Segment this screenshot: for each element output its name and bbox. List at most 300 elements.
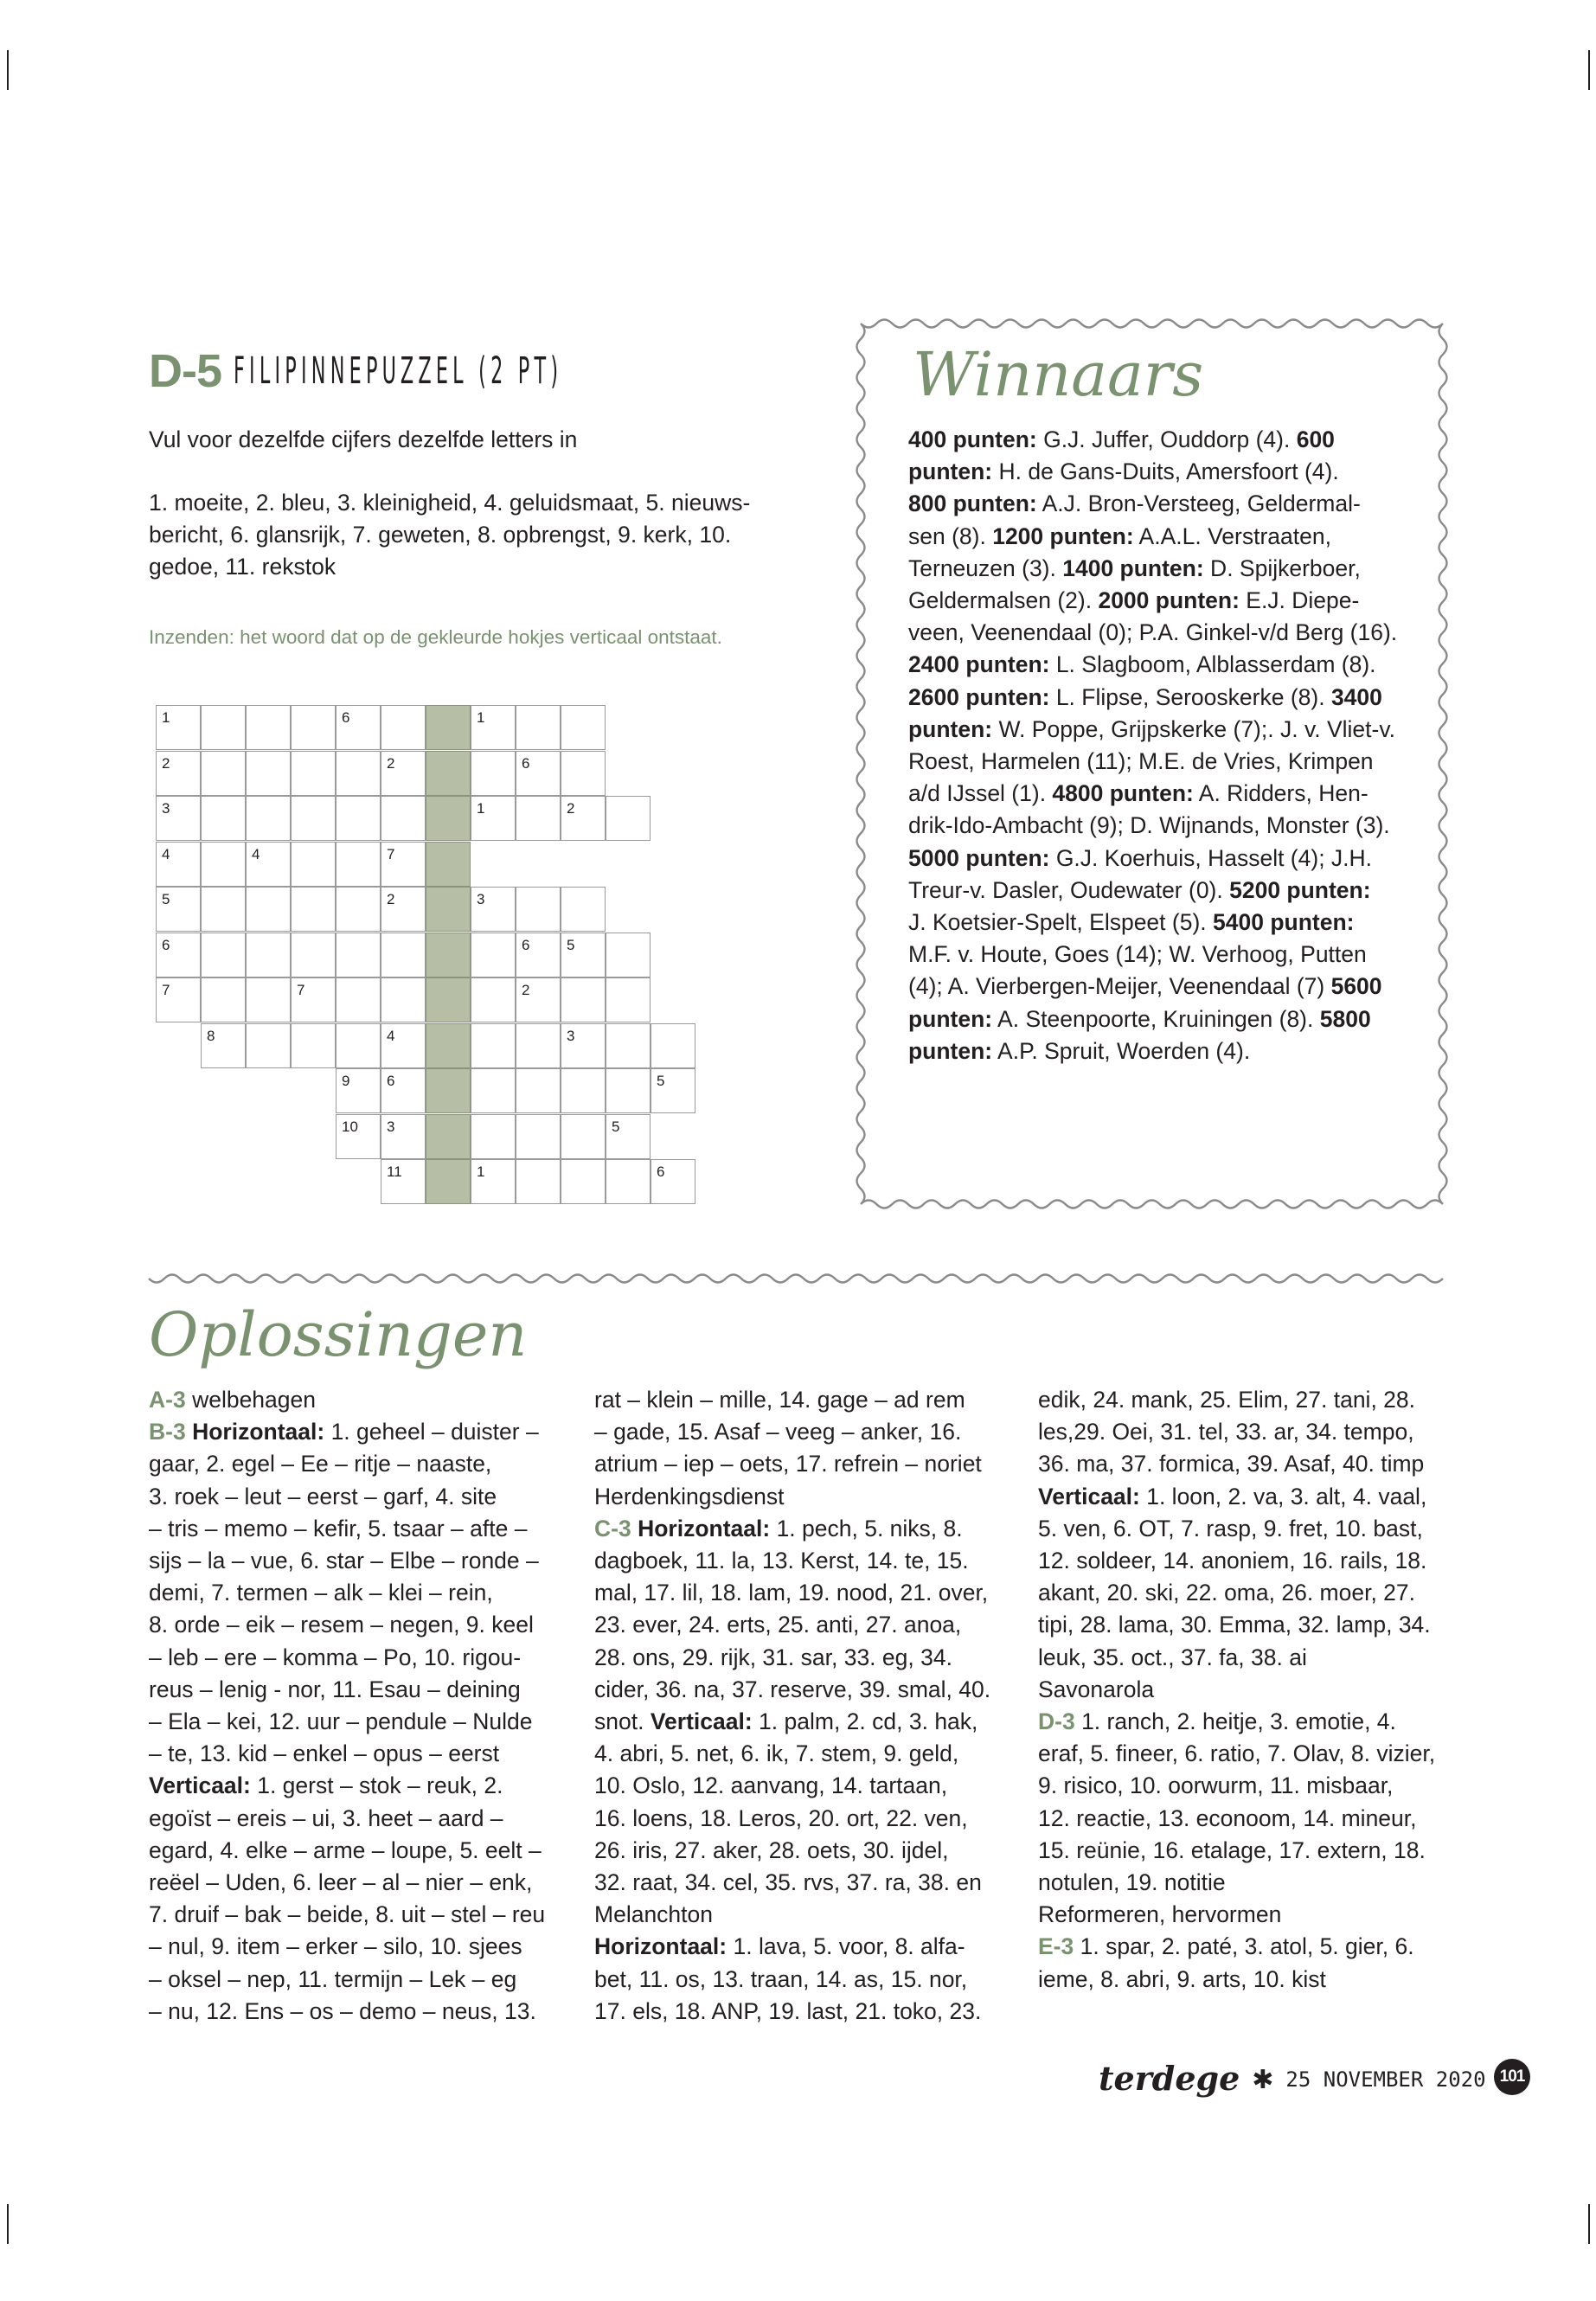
text-line [149,1996,555,2028]
text-run: 7. druif – bak – beide, 8. uit – stel – reu [149,1901,546,1928]
cell-number: 3 [387,1118,395,1135]
text-run: A.P. Spruit, Woerden (4). [992,1037,1251,1064]
text-run: atrium – iep – oets, 17. refrein – noriet [594,1451,982,1477]
grid-cell[interactable] [336,1068,381,1113]
clue-line: 1. moeite, 2. bleu, 3. kleinigheid, 4. geluidsmaat, 5. nieuws- [149,490,751,516]
grid-cell[interactable] [606,933,651,977]
text-run: drik-Ido-Ambacht (9); D. Wijnands, Monster (3). [908,812,1390,839]
text-line [908,778,1423,810]
text-line [594,1738,1005,1770]
text-run: Herdenkingsdienst [594,1483,785,1509]
text-run: 36. ma, 37. formica, 39. Asaf, 40. timp [1038,1451,1425,1477]
text-run: egard, 4. elke – arme – loupe, 5. eelt – [149,1836,542,1863]
text-run: – Ela – kei, 12. uur – pendule – Nulde [149,1708,533,1735]
text-line [1038,1609,1458,1641]
grid-cell[interactable] [246,796,291,841]
cell-number: 1 [477,1163,485,1180]
grid-cell[interactable] [561,887,606,932]
text-line [908,617,1423,649]
text-line [594,1770,1005,1802]
bold-label: 5800 [1319,1005,1371,1032]
text-line [908,810,1423,842]
winnaars-title: Winnaars [913,339,1204,410]
clue-line: bericht, 6. glansrijk, 7. geweten, 8. opbrengst, 9. kerk, 10. [149,522,732,548]
grid-cell[interactable] [336,842,381,887]
row-number: 5 [162,891,170,907]
grid-cell[interactable] [291,933,336,977]
grid-cell[interactable] [201,842,246,887]
grid-cell[interactable] [156,796,201,841]
text-line [594,1481,1005,1513]
text-line [908,714,1423,746]
text-line [594,1448,1005,1480]
grid-cell[interactable] [201,705,246,750]
grid-cell[interactable] [381,1068,426,1113]
bold-label: 5000 punten: [908,844,1050,871]
grid-cell[interactable] [336,933,381,977]
text-line [1038,1835,1458,1867]
grid-cell[interactable] [381,977,426,1022]
text-line [594,1867,1005,1899]
text-run: W. Poppe, Grijpskerke (7);. J. v. Vliet-v. [992,715,1395,742]
grid-cell[interactable] [336,1114,381,1159]
grid-cell[interactable] [516,1159,561,1204]
text-line [1038,1674,1458,1706]
text-line [594,1964,1005,1996]
grid-cell[interactable] [471,933,516,977]
text-line [594,1545,1005,1577]
grid-cell[interactable] [156,751,201,796]
text-run: tipi, 28. lama, 30. Emma, 32. lamp, 34. [1038,1612,1431,1638]
text-run: sijs – la – vue, 6. star – Elbe – ronde – [149,1548,539,1574]
text-line [908,971,1423,1003]
text-run: 16. loens, 18. Leros, 20. ort, 22. ven, [594,1804,968,1831]
text-run: sen (8). [908,522,993,549]
text-run: – leb – ere – komma – Po, 10. rigou- [149,1644,522,1670]
text-line [149,1513,555,1545]
text-run: 28. ons, 29. rijk, 31. sar, 33. eg, 34. [594,1644,952,1670]
grid-cell[interactable] [381,933,426,977]
grid-cell[interactable] [246,887,291,932]
text-line [908,1003,1423,1035]
grid-cell[interactable] [156,933,201,977]
cell-number: 2 [522,982,530,998]
bold-label: 600 [1296,426,1335,452]
text-line [908,649,1423,681]
text-run: Reformeren, hervormen [1038,1901,1282,1928]
bold-label: 3400 [1330,683,1382,710]
grid-cell[interactable] [381,842,426,887]
text-run: 10. Oslo, 12. aanvang, 14. tartaan, [594,1772,948,1799]
grid-cell-highlighted[interactable] [426,887,471,932]
grid-cell[interactable] [201,977,246,1022]
grid-cell[interactable] [471,1114,516,1159]
grid-cell[interactable] [291,751,336,796]
grid-cell[interactable] [246,842,291,887]
text-line [908,553,1423,585]
text-line [149,1964,555,1996]
bold-label: 2600 punten: [908,683,1050,710]
grid-cell[interactable] [471,1159,516,1204]
grid-cell[interactable] [201,1023,246,1068]
text-run: eraf, 5. fineer, 6. ratio, 7. Olav, 8. vizier, [1038,1740,1436,1767]
puzzle-code-label: D-3 [1038,1708,1075,1735]
grid-cell[interactable] [516,887,561,932]
brand-logo: terdege [1099,2059,1240,2098]
text-run: 17. els, 18. ANP, 19. last, 21. toko, 23. [594,1997,982,2024]
cell-number: 3 [477,891,485,907]
text-line [149,1609,555,1641]
footer [1099,2059,1486,2102]
text-run: Melanchton [594,1901,714,1928]
grid-cell[interactable] [336,705,381,750]
text-run: rat – klein – mille, 14. gage – ad rem [594,1387,965,1413]
text-line [594,1835,1005,1867]
text-line [908,1035,1423,1067]
bold-label: Horizontaal: [638,1515,771,1541]
bold-label: Verticaal: [650,1708,753,1735]
text-run: Terneuzen (3). [908,554,1063,581]
text-line [594,1931,1005,1963]
grid-cell[interactable] [516,977,561,1022]
bold-label: 1200 punten: [992,522,1134,549]
text-run: egoïst – ereis – ui, 3. heet – aard – [149,1804,503,1831]
cell-number: 4 [387,1027,395,1044]
grid-cell[interactable] [561,1068,606,1113]
text-line [149,1384,555,1416]
grid-cell-highlighted[interactable] [426,977,471,1022]
text-run: – te, 13. kid – enkel – opus – eerst [149,1740,500,1767]
cell-number: 5 [657,1073,665,1089]
row-number: 3 [162,800,170,817]
text-line [908,746,1423,778]
grid-cell[interactable] [471,887,516,932]
text-line [594,1513,1005,1545]
grid-cell[interactable] [201,933,246,977]
winnaars-list [908,424,1423,1067]
grid-cell-highlighted[interactable] [426,842,471,887]
text-run: Treur-v. Dasler, Oudewater (0). [908,876,1230,903]
cell-number: 4 [252,845,260,862]
text-line [1038,1803,1458,1835]
text-run: 12. reactie, 13. econoom, 14. mineur, [1038,1804,1417,1831]
text-run: snot. [594,1708,651,1735]
grid-cell[interactable] [606,1159,651,1204]
crop-mark-top-left [7,50,9,90]
text-run: – tris – memo – kefir, 5. tsaar – afte – [149,1515,528,1541]
puzzle-code-label: A-3 [149,1387,186,1413]
grid-cell[interactable] [516,796,561,841]
text-run: 8. orde – eik – resem – negen, 9. keel [149,1612,534,1638]
grid-cell[interactable] [606,796,651,841]
text-line [594,1642,1005,1674]
text-line [149,1803,555,1835]
cell-number: 6 [522,754,530,772]
row-number: 8 [207,1027,215,1044]
text-line [1038,1513,1458,1545]
grid-cell[interactable] [471,796,516,841]
grid-cell[interactable] [561,751,606,796]
text-line [149,1770,555,1802]
grid-cell[interactable] [516,933,561,977]
cell-number: 1 [477,800,485,817]
grid-cell[interactable] [336,796,381,841]
grid-cell[interactable] [156,977,201,1022]
grid-cell[interactable] [291,977,336,1022]
issue-date: 25 NOVEMBER 2020 [1285,2067,1486,2092]
cell-number: 2 [567,800,575,817]
bold-label: Verticaal: [1038,1483,1140,1509]
grid-cell[interactable] [651,1159,695,1204]
grid-cell[interactable] [516,1068,561,1113]
puzzle-code: D-5 [149,345,222,397]
section-divider [149,1275,1443,1283]
grid-cell[interactable] [606,1023,651,1068]
grid-cell[interactable] [246,977,291,1022]
text-line [149,1416,555,1448]
text-line [908,939,1423,971]
text-run: ieme, 8. abri, 9. arts, 10. kist [1038,1965,1326,1992]
text-line [908,907,1423,939]
grid-cell[interactable] [291,796,336,841]
text-run: reëel – Uden, 6. leer – al – nier – enk, [149,1869,533,1896]
grid-cell[interactable] [561,933,606,977]
grid-cell[interactable] [201,751,246,796]
grid-cell[interactable] [471,1068,516,1113]
text-run: 1. palm, 2. cd, 3. hak, [752,1708,978,1735]
row-number: 7 [162,982,170,998]
row-number: 9 [342,1073,350,1089]
grid-cell[interactable] [156,705,201,750]
text-line [594,1384,1005,1416]
grid-cell[interactable] [156,887,201,932]
grid-cell[interactable] [606,1114,651,1159]
text-line [594,1899,1005,1931]
grid-cell[interactable] [471,977,516,1022]
grid-cell[interactable] [471,751,516,796]
cell-number: 5 [567,936,575,953]
grid-cell[interactable] [291,1023,336,1068]
text-line [149,1899,555,1931]
text-run: D. Spijkerboer, [1203,554,1361,581]
grid-cell[interactable] [201,887,246,932]
cell-number: 2 [387,754,395,772]
row-number: 4 [162,845,170,862]
text-run: reus – lenig - nor, 11. Esau – deining [149,1676,521,1702]
grid-cell-highlighted[interactable] [426,1159,471,1204]
text-run: 1. loon, 2. va, 3. alt, 4. vaal, [1139,1483,1427,1509]
puzzle-code-label: B-3 [149,1419,186,1445]
text-line [149,1674,555,1706]
puzzle-title [149,344,866,401]
text-run: 1. lava, 5. voor, 8. alfa- [727,1933,965,1960]
puzzle-code-label: C-3 [594,1515,631,1541]
text-line [1038,1867,1458,1899]
bold-label: punten: [908,1005,993,1032]
grid-cell-highlighted[interactable] [426,1068,471,1113]
grid-cell[interactable] [606,1068,651,1113]
text-run: A. Steenpoorte, Kruiningen (8). [992,1005,1320,1032]
grid-cell[interactable] [606,977,651,1022]
bold-label: 800 punten: [908,490,1037,517]
grid-cell[interactable] [246,933,291,977]
text-line [1038,1770,1458,1802]
text-line [594,1609,1005,1641]
bold-label: 5600 [1330,973,1382,1000]
text-line [149,1448,555,1480]
text-line [594,1803,1005,1835]
grid-cell[interactable] [381,887,426,932]
text-run: – nu, 12. Ens – os – demo – neus, 13. [149,1997,536,2024]
text-run: les,29. Oei, 31. tel, 33. ar, 34. tempo, [1038,1419,1414,1445]
text-line [149,1481,555,1513]
text-line [1038,1706,1458,1738]
grid-cell[interactable] [651,1023,695,1068]
text-line [1038,1964,1458,1996]
text-run: Geldermalsen (2). [908,587,1099,614]
grid-cell[interactable] [381,1159,426,1204]
text-line [908,682,1423,714]
text-run: L. Flipse, Serooskerke (8). [1049,683,1331,710]
solutions-column-2 [594,1384,1005,2028]
row-number: 6 [162,936,170,953]
row-number: 2 [162,754,170,772]
bold-label: 5400 punten: [1213,909,1355,936]
bold-label: 2400 punten: [908,651,1050,678]
bold-label: Horizontaal: [192,1419,325,1445]
text-run: 1. geheel – duister – [324,1419,539,1445]
text-line [149,1577,555,1609]
grid-cell[interactable] [516,1114,561,1159]
grid-cell[interactable] [651,1068,695,1113]
text-line [1038,1577,1458,1609]
grid-cell-highlighted[interactable] [426,1023,471,1068]
grid-cell[interactable] [561,705,606,750]
bold-label: 400 punten: [908,426,1037,452]
grid-cell[interactable] [291,887,336,932]
grid-cell[interactable] [336,751,381,796]
text-run: 1. ranch, 2. heitje, 3. emotie, 4. [1074,1708,1396,1735]
grid-cell[interactable] [291,705,336,750]
text-run: gaar, 2. egel – Ee – ritje – naaste, [149,1451,492,1477]
grid-cell[interactable] [561,977,606,1022]
page-number: 101 [1494,2059,1530,2095]
cell-number: 6 [342,709,350,726]
grid-cell[interactable] [561,1114,606,1159]
text-line [149,1642,555,1674]
text-line [908,488,1423,520]
grid-cell[interactable] [201,796,246,841]
grid-cell-highlighted[interactable] [426,933,471,977]
text-run: dagboek, 11. la, 13. Kerst, 14. te, 15. [594,1548,969,1574]
grid-cell[interactable] [381,796,426,841]
row-number: 10 [342,1118,358,1135]
text-run: A.A.L. Verstraaten, [1133,522,1331,549]
text-line [1038,1899,1458,1931]
bold-label: punten: [908,458,993,485]
grid-cell[interactable] [246,751,291,796]
puzzle-code-label: E-3 [1038,1933,1074,1960]
text-line [149,1738,555,1770]
grid-cell[interactable] [381,1114,426,1159]
text-run: – oksel – nep, 11. termijn – Lek – eg [149,1965,517,1992]
text-line [1038,1448,1458,1480]
grid-cell[interactable] [471,705,516,750]
row-number: 11 [387,1163,402,1180]
grid-cell[interactable] [516,705,561,750]
grid-cell[interactable] [516,751,561,796]
cell-number: 6 [657,1163,665,1180]
grid-cell[interactable] [336,1023,381,1068]
grid-cell-highlighted[interactable] [426,1114,471,1159]
grid-cell[interactable] [291,842,336,887]
grid-cell[interactable] [561,1159,606,1204]
text-run: – nul, 9. item – erker – silo, 10. sjees [149,1933,522,1960]
text-run: – gade, 15. Asaf – veeg – anker, 16. [594,1419,962,1445]
text-run: 1. gerst – stok – reuk, 2. [250,1772,503,1799]
text-run: 1. spar, 2. paté, 3. atol, 5. gier, 6. [1074,1933,1414,1960]
text-line [1038,1384,1458,1416]
text-line [594,1996,1005,2028]
grid-cell[interactable] [516,1023,561,1068]
text-run: mal, 17. lil, 18. lam, 19. nood, 21. over, [594,1580,989,1606]
text-run: L. Slagboom, Alblasserdam (8). [1049,651,1376,678]
text-line [149,1706,555,1738]
text-run: A.J. Bron-Versteeg, Geldermal- [1036,490,1361,517]
grid-cell[interactable] [561,796,606,841]
grid-cell[interactable] [246,1023,291,1068]
grid-cell[interactable] [381,1023,426,1068]
text-line [908,585,1423,617]
puzzle-name: FILIPINNEPUZZEL (2 PT) [234,349,563,393]
grid-cell[interactable] [381,705,426,750]
bold-label: punten: [908,1037,993,1064]
grid-cell[interactable] [471,1023,516,1068]
cell-number: 3 [567,1027,575,1044]
text-run: 23. ever, 24. erts, 25. anti, 27. anoa, [594,1612,962,1638]
cell-number: 1 [477,709,485,726]
text-run [186,1419,192,1445]
grid-cell[interactable] [156,842,201,887]
text-line [1038,1931,1458,1963]
text-run: 3. roek – leut – eerst – garf, 4. site [149,1483,497,1509]
text-run: 9. risico, 10. oorwurm, 11. misbaar, [1038,1772,1394,1799]
text-run: 32. raat, 34. cel, 35. rvs, 37. ra, 38. en [594,1869,982,1896]
grid-cell[interactable] [381,751,426,796]
cell-number: 6 [387,1073,395,1089]
text-run: 12. soldeer, 14. anoniem, 16. rails, 18. [1038,1548,1427,1574]
grid-cell[interactable] [561,1023,606,1068]
grid-cell[interactable] [336,887,381,932]
text-run: a/d IJssel (1). [908,780,1053,807]
text-line [149,1931,555,1963]
grid-cell-highlighted[interactable] [426,796,471,841]
grid-cell[interactable] [246,705,291,750]
solutions-column-3 [1038,1384,1458,1996]
text-line [594,1674,1005,1706]
grid-cell-highlighted[interactable] [426,705,471,750]
text-run: leuk, 35. oct., 37. fa, 38. ai [1038,1644,1307,1670]
text-run [631,1516,638,1541]
text-run: J. Koetsier-Spelt, Elspeet (5). [908,909,1214,936]
text-line [594,1706,1005,1738]
oplossingen-title: Oplossingen [149,1299,528,1370]
text-run: E.J. Diepe- [1239,587,1360,614]
text-run: bet, 11. os, 13. traan, 14. as, 15. nor, [594,1965,968,1992]
grid-cell[interactable] [336,977,381,1022]
grid-cell-highlighted[interactable] [426,751,471,796]
text-run: H. de Gans-Duits, Amersfoort (4). [992,458,1339,485]
